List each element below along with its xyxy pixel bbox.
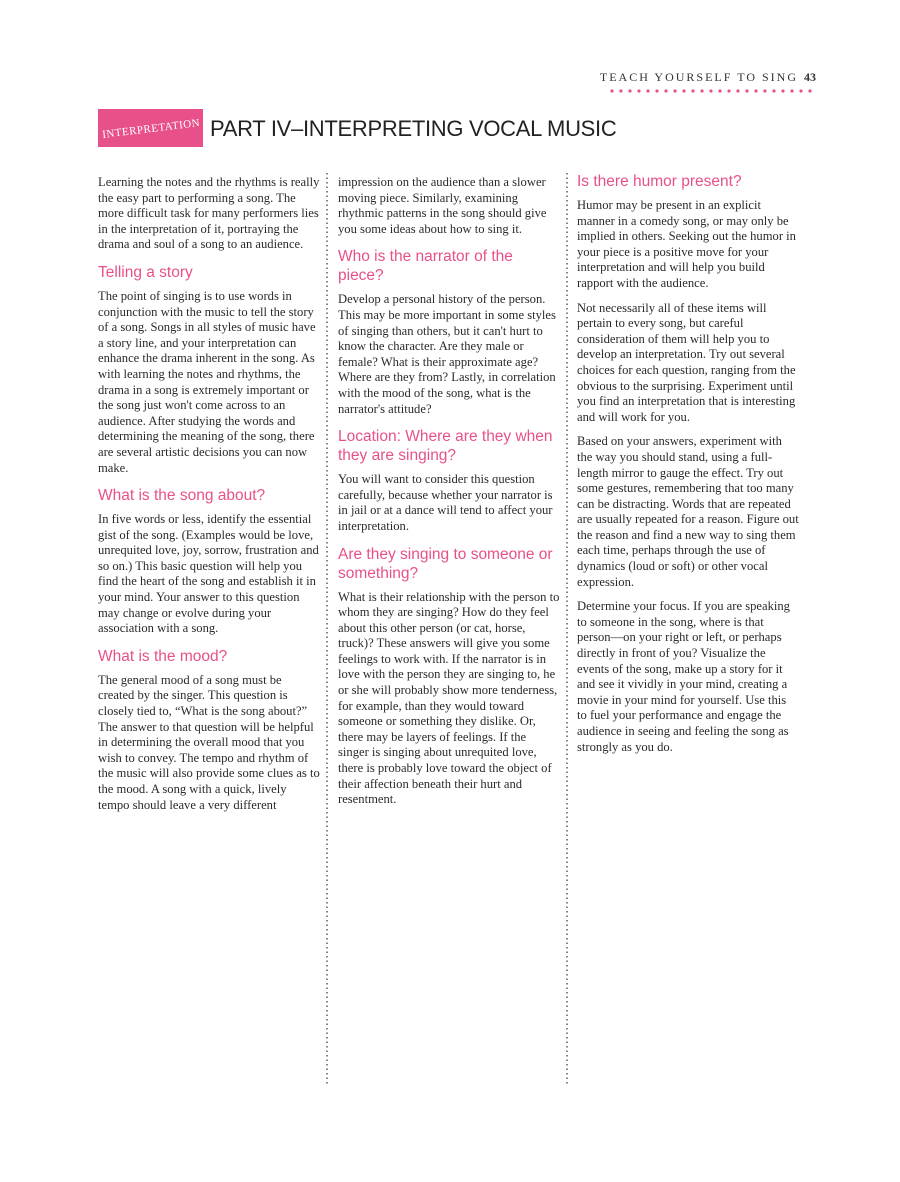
column-divider-2 — [566, 173, 568, 1085]
paragraph-items: Not necessarily all of these items will pertain to every song, but careful consideration of them will help you to develop an interpretation. Try out several choices for each question, ranging from the obvious to the surprising. Experiment until you find an interpretation that is interesting and will work for you. — [577, 300, 796, 424]
heading-song-about: What is the song about? — [98, 487, 266, 505]
running-title: TEACH YOURSELF TO SING — [599, 70, 798, 84]
heading-narrator: Who is the narrator of the piece? — [338, 248, 513, 285]
section-tag-label: INTERPRETATION — [101, 117, 201, 141]
paragraph-location: You will want to consider this question carefully, because whether your narrator is in jail or at a dance will tend to affect your interpretation. — [338, 472, 553, 533]
heading-singing-to-someone: Are they singing to someone or something? — [338, 545, 553, 582]
column-divider-1 — [326, 173, 328, 1085]
running-header — [600, 70, 816, 85]
paragraph-telling-a-story: The point of singing is to use words in conjunction with the music to tell the story of a song. Songs in all styles of music have a story line, and your interpretation can enhance the drama inherent in the song. As with learning the notes and rhythms, the drama in a song is extremely important or the song just won't come across to an audience. After studying the words and determining the meaning of the song, there are several artistic decisions you can now make. — [98, 288, 316, 475]
header-dotted-rule — [610, 88, 816, 94]
paragraph-song-about: In five words or less, identify the essential gist of the song. (Examples would be love, unrequited love, joy, sorrow, frustration and so on.) This basic question will help you find the heart of the song and establish it in your mind. Your answer to this question may change or evolve during your association with a song. — [98, 512, 319, 636]
column-2 — [338, 175, 560, 817]
page-number: 43 — [804, 70, 816, 84]
paragraph-narrator: Develop a personal history of the person. This may be more important in some styles of singing than others, but it can't hurt to know the character. Are they male or female? What is their approximate age? Where are they from? Lastly, in correlation with the mood of the song, what is the narrator's attitude? — [338, 292, 556, 416]
section-tag — [98, 109, 203, 147]
heading-telling-a-story: Telling a story — [98, 263, 193, 281]
column-1 — [98, 175, 320, 822]
intro-paragraph: Learning the notes and the rhythms is really the easy part to performing a song. The more difficult task for many performers lies in the interpretation of it, portraying the drama and soul of a song to an audience. — [98, 175, 320, 252]
paragraph-focus: Determine your focus. If you are speaking to someone in the song, where is that person—on your right or left, or perhaps directly in front of you? Visualize the events of the song, make up a story for it and see it vividly in your mind, creating a movie in your mind for yourself. Use this to fuel your performance and engage the audience in seeing and feeling the song as strongly as you do. — [577, 599, 790, 754]
heading-location: Location: Where are they when they are singing? — [338, 428, 553, 465]
paragraph-answers: Based on your answers, experiment with the way you should stand, using a full-length mirror to gauge the effect. Try out some gestures, remembering that too many can be distracting. Words that are repeated are usually repeated for a reason. Figure out the reason and find a new way to sing them each time, perhaps through the use of dynamics (loud or soft) or other vocal expression. — [577, 434, 799, 589]
paragraph-singing-to-someone: What is their relationship with the person to whom they are singing? How do they feel about this other person (or cat, horse, truck)? These answers will give you some feelings to work with. If the narrator is in love with the person they are singing to, he or she will probably show more tenderness, for example, than they would toward someone or something they dislike. Or, there may be layers of feelings. If the singer is singing about unrequited love, there is probably love toward the object of their affection beneath their hurt and resentment. — [338, 589, 560, 807]
column-3 — [577, 172, 799, 764]
heading-humor: Is there humor present? — [577, 173, 742, 190]
paragraph-mood: The general mood of a song must be created by the singer. This question is closely tied to, “What is the song about?” The answer to that question will be helpful in determining the overall mood that you wish to convey. The tempo and rhythm of the music will also provide some clues as to the mood. A song with a quick, lively tempo should leave a very different — [98, 672, 320, 812]
page-title: PART IV–INTERPRETING VOCAL MUSIC — [210, 116, 617, 141]
heading-mood: What is the mood? — [98, 647, 228, 665]
paragraph-mood-continued: impression on the audience than a slower moving piece. Similarly, examining rhythmic patterns in the song should give you some ideas about how to sing it. — [338, 175, 547, 236]
paragraph-humor: Humor may be present in an explicit manner in a comedy song, or may only be implied in others. Seeking out the humor in your piece is a positive move for your interpretation and will help you build rapport with the audience. — [577, 198, 796, 290]
